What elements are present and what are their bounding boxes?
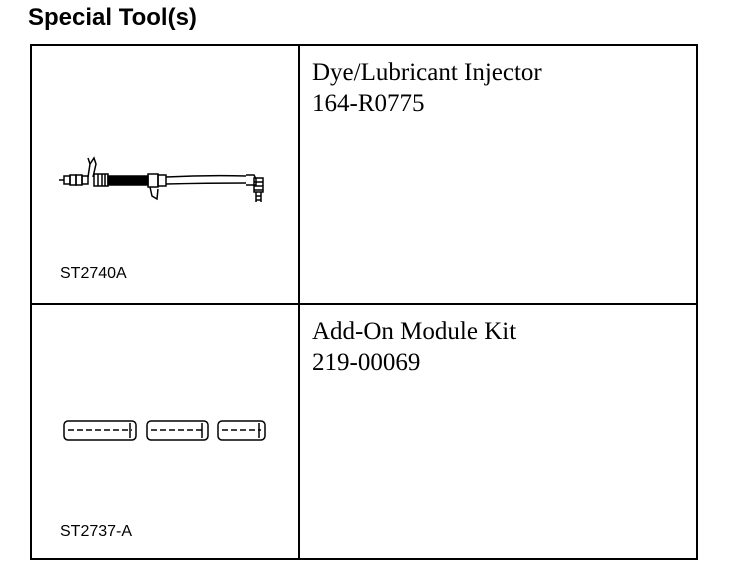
tool-row-dye-injector xyxy=(32,46,696,303)
tool-number: 164-R0775 xyxy=(312,90,425,117)
tool-number: 219-00069 xyxy=(312,349,421,376)
section-heading: Special Tool(s) xyxy=(28,4,197,31)
tool-description-cell xyxy=(300,305,696,560)
tool-name: Add-On Module Kit xyxy=(312,318,517,345)
special-tools-table xyxy=(30,44,698,560)
tool-row-module-kit xyxy=(32,303,696,560)
tool-code: ST2737-A xyxy=(60,523,133,540)
tool-name: Dye/Lubricant Injector xyxy=(312,59,542,86)
tool-image-cell xyxy=(32,305,300,560)
tool-code: ST2740A xyxy=(60,265,127,282)
tool-image-cell xyxy=(32,46,300,303)
tool-description-cell xyxy=(300,46,696,303)
